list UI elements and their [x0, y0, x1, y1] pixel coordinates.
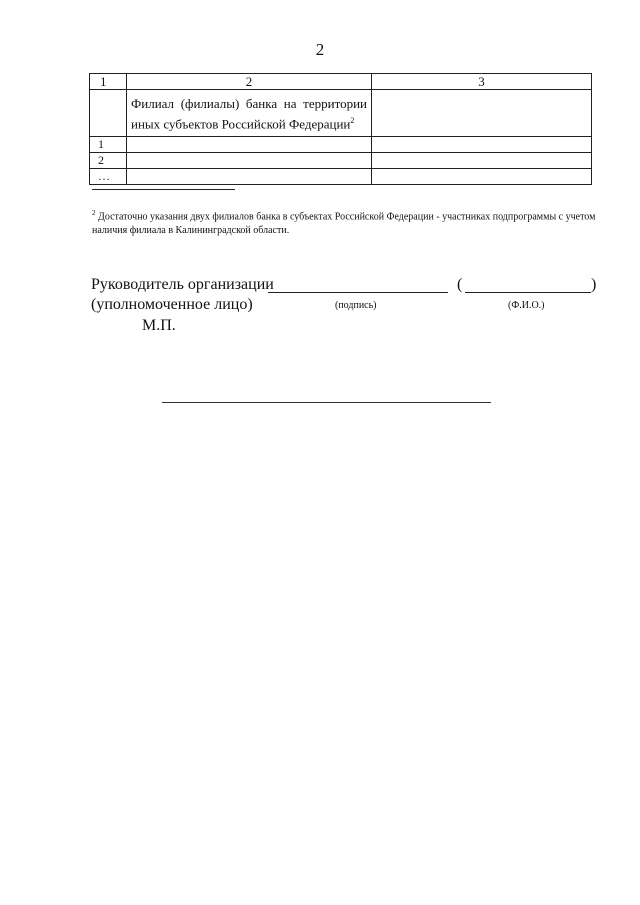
table-row — [90, 169, 592, 185]
name-paren-close: ) — [591, 276, 597, 293]
footnote-text: Достаточно указания двух филиалов банка в субъектах Российской Федерации - участниках подпрограммы с учетом наличия филиала в Калининградской области. — [92, 211, 596, 237]
signature-block — [91, 276, 611, 334]
table-input-cell[interactable] — [372, 137, 592, 153]
footnote-mark: 2 — [92, 209, 96, 217]
table-header-cell: 3 — [372, 74, 592, 90]
table-input-cell[interactable] — [127, 137, 372, 153]
table-description-row — [90, 90, 592, 137]
table-input-cell[interactable] — [372, 169, 592, 185]
table-cell — [90, 90, 127, 137]
table-input-cell[interactable] — [127, 169, 372, 185]
signature-row — [91, 276, 611, 296]
signature-caption: (подпись) — [335, 300, 377, 311]
table-input-cell[interactable] — [127, 153, 372, 169]
signatory-subtitle: (уполномоченное лицо) — [91, 296, 253, 313]
table-input-cell[interactable] — [372, 153, 592, 169]
name-caption: (Ф.И.О.) — [508, 300, 545, 311]
row-number: 2 — [90, 153, 127, 169]
table-description-cell — [127, 90, 372, 137]
footnote — [92, 206, 602, 238]
end-rule — [162, 402, 491, 403]
table-header-row — [90, 74, 592, 90]
footnote-separator — [92, 189, 235, 190]
table-input-cell[interactable] — [372, 90, 592, 137]
stamp-label: М.П. — [142, 317, 176, 334]
page-number: 2 — [315, 40, 325, 59]
branches-description: Филиал (филиалы) банка на территории иных субъектов Российской Федерации — [131, 96, 367, 132]
caption-row — [91, 296, 611, 316]
name-paren-open: ( — [457, 276, 463, 293]
name-line[interactable] — [465, 292, 591, 293]
branches-table — [89, 73, 592, 185]
signatory-title: Руководитель организации — [91, 276, 274, 293]
table-header-cell: 2 — [127, 74, 372, 90]
footnote-ref: 2 — [350, 116, 355, 126]
table-header-cell: 1 — [90, 74, 127, 90]
signature-line[interactable] — [268, 292, 448, 293]
row-number: … — [90, 169, 127, 185]
row-number: 1 — [90, 137, 127, 153]
table-row — [90, 137, 592, 153]
table-row — [90, 153, 592, 169]
